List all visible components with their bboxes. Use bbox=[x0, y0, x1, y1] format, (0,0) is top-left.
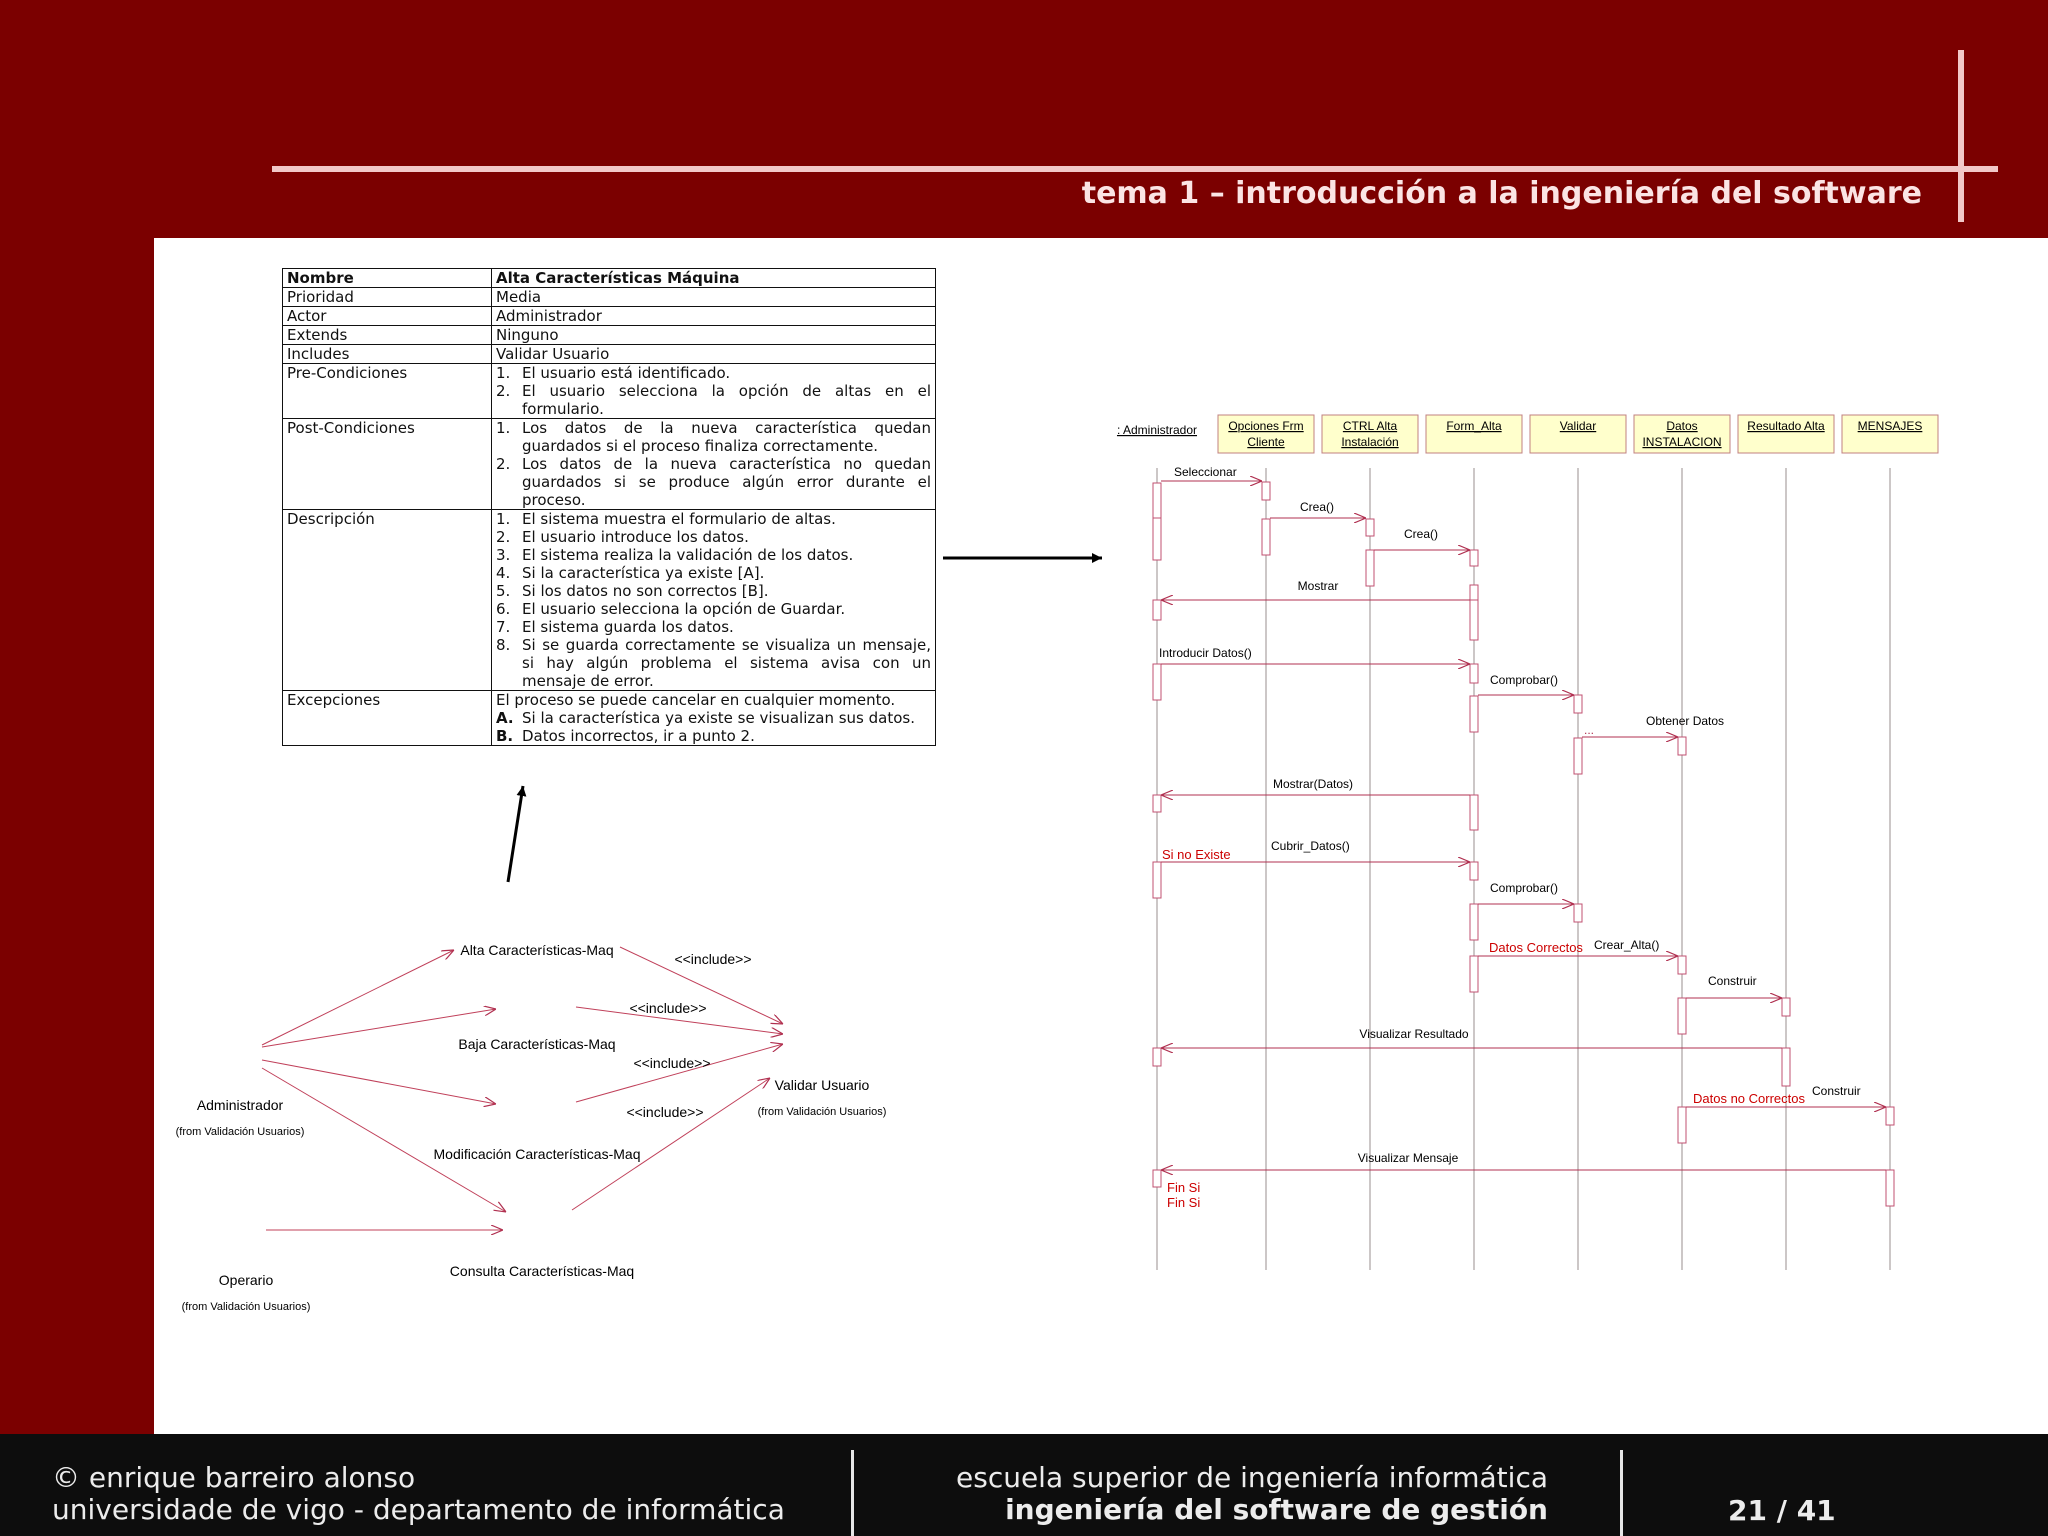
message-label: Crea() bbox=[1300, 500, 1335, 514]
activation-box bbox=[1678, 998, 1686, 1034]
list-item-text: Si los datos no son correctos [B]. bbox=[522, 582, 769, 600]
activation-box bbox=[1366, 519, 1374, 536]
activation-box bbox=[1678, 1107, 1686, 1143]
include-label: <<include>> bbox=[633, 1055, 711, 1071]
activation-box bbox=[1262, 519, 1270, 555]
diagram-to-table-arrow bbox=[508, 786, 523, 882]
list-item-number: 6. bbox=[496, 600, 511, 618]
activation-box bbox=[1470, 862, 1478, 880]
list-item-text: El usuario introduce los datos. bbox=[522, 528, 749, 546]
lifeline-label: MENSAJES bbox=[1857, 419, 1923, 433]
includes-label: Includes bbox=[283, 345, 492, 364]
message-label: Comprobar() bbox=[1490, 673, 1559, 687]
footer-author-line1: © enrique barreiro alonso bbox=[52, 1461, 416, 1494]
list-item-number: 2. bbox=[496, 455, 511, 473]
actor-operario: Operario bbox=[218, 1272, 274, 1288]
includes-value: Validar Usuario bbox=[492, 345, 936, 364]
note-si-no-existe: Si no Existe bbox=[1162, 847, 1231, 862]
extends-value: Ninguno bbox=[492, 326, 936, 345]
lifeline-label: CTRL Alta bbox=[1342, 419, 1398, 433]
note-datos-correctos: Datos Correctos bbox=[1489, 940, 1583, 955]
slide-footer bbox=[0, 1434, 2048, 1536]
footer-author bbox=[52, 1462, 785, 1526]
list-item-number: B. bbox=[496, 727, 514, 745]
lifeline-label: Cliente bbox=[1247, 435, 1285, 449]
activation-box bbox=[1153, 1170, 1161, 1187]
list-item-number: 1. bbox=[496, 364, 511, 382]
activation-box bbox=[1470, 585, 1478, 602]
activation-box bbox=[1153, 518, 1161, 560]
footer-school-line2: ingeniería del software de gestión bbox=[1005, 1493, 1548, 1526]
activation-box bbox=[1470, 956, 1478, 992]
message-label: Visualizar Resultado bbox=[1359, 1027, 1469, 1041]
assoc-line bbox=[262, 950, 454, 1045]
desc-label: Descripción bbox=[283, 510, 492, 691]
activation-box bbox=[1470, 795, 1478, 830]
note-ellipsis: ... bbox=[1584, 723, 1595, 737]
actor-operario-from: (from Validación Usuarios) bbox=[181, 1301, 311, 1313]
list-item-number: 5. bbox=[496, 582, 511, 600]
activation-box bbox=[1782, 1048, 1790, 1086]
list-item-number: 1. bbox=[496, 419, 511, 437]
activation-box bbox=[1574, 904, 1582, 922]
usecase-validar-from: (from Validación Usuarios) bbox=[757, 1106, 887, 1118]
footer-author-line2: universidade de vigo - departamento de informática bbox=[52, 1493, 785, 1526]
usecase-consulta: Consulta Características-Maq bbox=[449, 1263, 635, 1279]
include-line bbox=[572, 1078, 770, 1210]
list-item-number: 3. bbox=[496, 546, 511, 564]
pre-label: Pre-Condiciones bbox=[283, 364, 492, 419]
list-item-number: 2. bbox=[496, 528, 511, 546]
footer-school-line1: escuela superior de ingeniería informática bbox=[956, 1461, 1548, 1494]
lifeline-label: Validar bbox=[1559, 419, 1597, 433]
activation-box bbox=[1470, 696, 1478, 732]
lifeline-label: : Administrador bbox=[1116, 423, 1198, 437]
list-item-text: El usuario está identificado. bbox=[522, 364, 731, 382]
activation-box bbox=[1574, 695, 1582, 713]
activation-box bbox=[1262, 482, 1270, 500]
message-label: Obtener Datos bbox=[1646, 714, 1725, 728]
note-datos-no-correctos: Datos no Correctos bbox=[1693, 1091, 1805, 1106]
message-label: Crear_Alta() bbox=[1594, 938, 1660, 952]
lifeline-label: Instalación bbox=[1341, 435, 1399, 449]
list-item-number: 4. bbox=[496, 564, 511, 582]
activation-box bbox=[1366, 550, 1374, 586]
message-label: Construir bbox=[1812, 1084, 1861, 1098]
message-label: Seleccionar bbox=[1174, 465, 1237, 479]
include-label: <<include>> bbox=[674, 951, 752, 967]
activation-box bbox=[1470, 904, 1478, 940]
message-label: Visualizar Mensaje bbox=[1357, 1151, 1459, 1165]
actor-admin-from: (from Validación Usuarios) bbox=[175, 1126, 305, 1138]
usecase-validar: Validar Usuario bbox=[774, 1077, 870, 1093]
list-item-text: El sistema realiza la validación de los datos. bbox=[522, 546, 854, 564]
footer-separator bbox=[851, 1450, 854, 1536]
actor-label: Actor bbox=[283, 307, 492, 326]
list-item-text: El usuario selecciona la opción de altas en el formulario. bbox=[522, 382, 931, 418]
lifeline-label: Form_Alta bbox=[1446, 419, 1502, 433]
message-label: Introducir Datos() bbox=[1159, 646, 1252, 660]
message-label: Mostrar bbox=[1297, 579, 1339, 593]
note-fin-si: Fin Si bbox=[1167, 1180, 1201, 1195]
assoc-line bbox=[262, 1068, 506, 1212]
name-value: Alta Características Máquina bbox=[492, 269, 936, 288]
exc-label: Excepciones bbox=[283, 691, 492, 746]
message-label: Cubrir_Datos() bbox=[1271, 839, 1350, 853]
lifeline-label: Opciones Frm bbox=[1228, 419, 1304, 433]
list-item-text: Los datos de la nueva característica quedan guardados si el proceso finaliza correctamente. bbox=[522, 419, 931, 455]
list-item-number: 8. bbox=[496, 636, 511, 654]
post-label: Post-Condiciones bbox=[283, 419, 492, 510]
include-label: <<include>> bbox=[629, 1000, 707, 1016]
name-label: Nombre bbox=[283, 269, 492, 288]
list-item-number: 1. bbox=[496, 510, 511, 528]
activation-box bbox=[1153, 862, 1161, 898]
list-item-text: Los datos de la nueva característica no quedan guardados si se produce algún error durante el proceso. bbox=[522, 455, 931, 509]
footer-school bbox=[956, 1462, 1548, 1526]
activation-box bbox=[1153, 483, 1161, 519]
exc-intro: El proceso se puede cancelar en cualquier momento. bbox=[496, 691, 896, 709]
activation-box bbox=[1886, 1107, 1894, 1125]
activation-box bbox=[1886, 1170, 1894, 1206]
lifeline-label: Datos bbox=[1666, 419, 1698, 433]
activation-box bbox=[1153, 664, 1161, 700]
list-item-text: Si la característica ya existe se visualizan sus datos. bbox=[522, 709, 915, 727]
priority-value: Media bbox=[492, 288, 936, 307]
priority-label: Prioridad bbox=[283, 288, 492, 307]
usecase-labels bbox=[176, 942, 887, 1313]
note-fin-si: Fin Si bbox=[1167, 1195, 1201, 1210]
activation-box bbox=[1470, 600, 1478, 640]
activation-box bbox=[1153, 600, 1161, 620]
list-item-text: Si se guarda correctamente se visualiza un mensaje, si hay algún problema el sistema avisa con un mensaje de error. bbox=[522, 636, 931, 690]
assoc-line bbox=[262, 1060, 496, 1104]
activation-box bbox=[1678, 956, 1686, 974]
list-item-number: 7. bbox=[496, 618, 511, 636]
usecase-baja: Baja Características-Maq bbox=[458, 1036, 616, 1052]
slide-title: tema 1 – introducción a la ingeniería del software bbox=[1081, 176, 1922, 211]
footer-separator bbox=[1620, 1450, 1623, 1536]
list-item-number: A. bbox=[496, 709, 514, 727]
sequence-notes bbox=[1162, 723, 1805, 1210]
lifeline-label: INSTALACION bbox=[1642, 435, 1722, 449]
usecase-modificacion: Modificación Características-Maq bbox=[433, 1146, 641, 1162]
lifeline-label: Resultado Alta bbox=[1747, 419, 1825, 433]
activation-box bbox=[1470, 664, 1478, 683]
activation-box bbox=[1782, 998, 1790, 1016]
list-item-text: El sistema guarda los datos. bbox=[522, 618, 734, 636]
activation-box bbox=[1153, 1048, 1161, 1066]
usecase-alta: Alta Características-Maq bbox=[460, 942, 614, 958]
activation-box bbox=[1678, 737, 1686, 755]
extends-label: Extends bbox=[283, 326, 492, 345]
list-item-text: El usuario selecciona la opción de Guardar. bbox=[522, 600, 846, 618]
list-item-text: El sistema muestra el formulario de altas. bbox=[522, 510, 836, 528]
include-line bbox=[576, 1044, 783, 1102]
actor-value: Administrador bbox=[492, 307, 936, 326]
include-label: <<include>> bbox=[626, 1104, 704, 1120]
activation-box bbox=[1153, 795, 1161, 812]
usecase-diagram bbox=[262, 947, 783, 1230]
list-item-number: 2. bbox=[496, 382, 511, 400]
sequence-diagram bbox=[1117, 415, 1938, 1270]
list-item-text: Datos incorrectos, ir a punto 2. bbox=[522, 727, 755, 745]
message-label: Comprobar() bbox=[1490, 881, 1559, 895]
activation-box bbox=[1470, 550, 1478, 566]
activation-box bbox=[1574, 738, 1582, 774]
message-label: Mostrar(Datos) bbox=[1272, 777, 1354, 791]
message-label: Construir bbox=[1708, 974, 1757, 988]
message-label: Crea() bbox=[1404, 527, 1439, 541]
actor-admin: Administrador bbox=[196, 1097, 284, 1113]
page-number: 21 / 41 bbox=[1728, 1494, 1836, 1527]
list-item-text: Si la característica ya existe [A]. bbox=[522, 564, 765, 582]
